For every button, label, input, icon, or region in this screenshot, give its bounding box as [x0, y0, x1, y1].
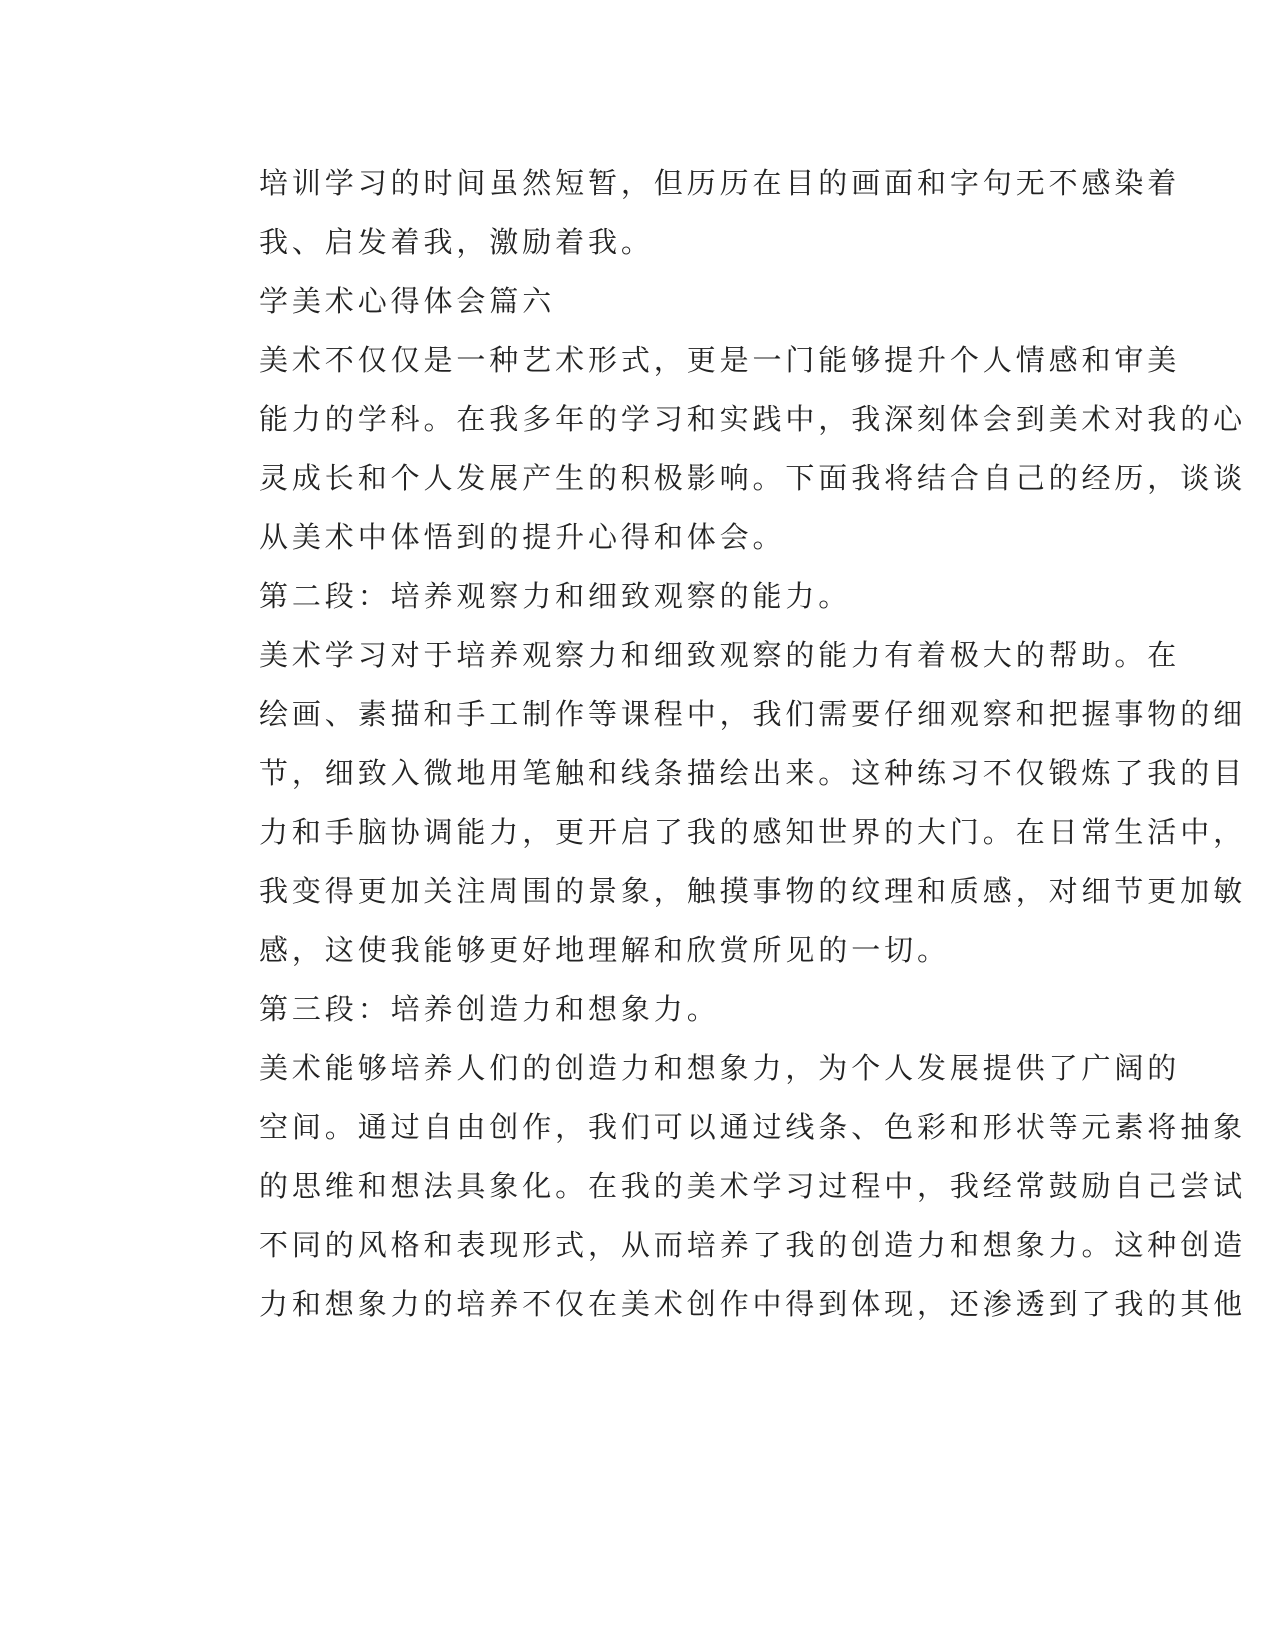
paragraph-creativity: [185, 1039, 1247, 1334]
heading-text: 学美术心得体会篇六: [259, 284, 556, 318]
text-line: 的思维和想法具象化。在我的美术学习过程中，我经常鼓励自己尝试: [259, 1169, 1247, 1203]
text-line: 从美术中体悟到的提升心得和体会。: [259, 520, 786, 554]
paragraph-training-summary: [185, 154, 1181, 272]
text-line: 绘画、素描和手工制作等课程中，我们需要仔细观察和把握事物的细: [259, 697, 1247, 731]
heading-text: 第二段：培养观察力和细致观察的能力。: [259, 579, 852, 613]
subheading-third-section: [185, 980, 1075, 1039]
document-body: [185, 154, 1247, 1334]
text-line: 美术不仅仅是一种艺术形式，更是一门能够提升个人情感和审美: [259, 343, 1181, 377]
text-line: 美术能够培养人们的创造力和想象力，为个人发展提供了广阔的: [259, 1051, 1181, 1085]
text-line: 力和想象力的培养不仅在美术创作中得到体现，还渗透到了我的其他: [259, 1287, 1247, 1321]
subheading-second-section: [185, 567, 1075, 626]
text-line: 力和手脑协调能力，更开启了我的感知世界的大门。在日常生活中，: [259, 815, 1247, 849]
text-line: 培训学习的时间虽然短暂，但历历在目的画面和字句无不感染着: [259, 166, 1181, 200]
paragraph-introduction: [185, 331, 1247, 567]
text-line: 能力的学科。在我多年的学习和实践中，我深刻体会到美术对我的心: [259, 402, 1247, 436]
text-line: 节，细致入微地用笔触和线条描绘出来。这种练习不仅锻炼了我的目: [259, 756, 1247, 790]
text-line: 不同的风格和表现形式，从而培养了我的创造力和想象力。这种创造: [259, 1228, 1247, 1262]
text-line: 我变得更加关注周围的景象，触摸事物的纹理和质感，对细节更加敏: [259, 874, 1247, 908]
text-line: 美术学习对于培养观察力和细致观察的能力有着极大的帮助。在: [259, 638, 1181, 672]
heading-text: 第三段：培养创造力和想象力。: [259, 992, 720, 1026]
text-line: 灵成长和个人发展产生的积极影响。下面我将结合自己的经历，谈谈: [259, 461, 1247, 495]
text-line: 空间。通过自由创作，我们可以通过线条、色彩和形状等元素将抽象: [259, 1110, 1247, 1144]
paragraph-observation: [185, 626, 1247, 980]
section-heading-part-six: [185, 272, 1075, 331]
text-line: 感，这使我能够更好地理解和欣赏所见的一切。: [259, 933, 950, 967]
text-line: 我、启发着我，激励着我。: [259, 225, 654, 259]
